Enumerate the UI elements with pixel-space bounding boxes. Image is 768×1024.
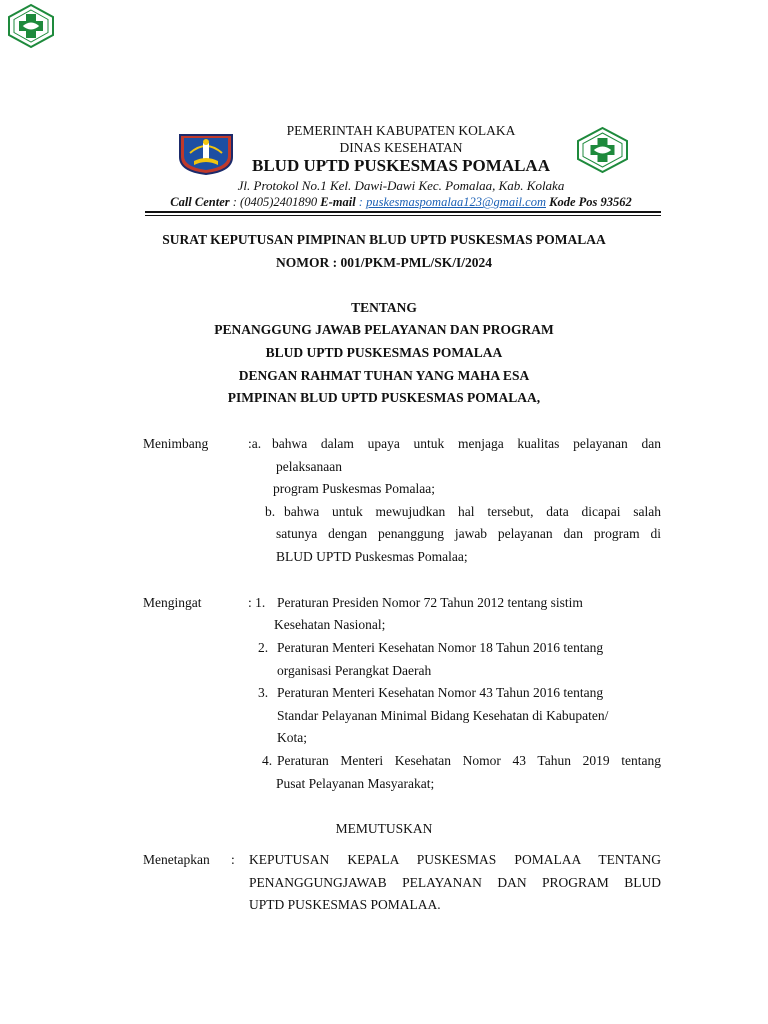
menimbang-b-line3: BLUD UPTD Puskesmas Pomalaa;	[276, 549, 468, 564]
menimbang-b-line2: satunya dengan penanggung jawab pelayanan dan program di	[276, 526, 661, 541]
mengingat-4-line1: Peraturan Menteri Kesehatan Nomor 43 Tahun 2019 tentang	[277, 753, 661, 768]
tentang-label: TENTANG	[351, 300, 417, 315]
mengingat-1-line2: Kesehatan Nasional;	[274, 617, 386, 632]
menetapkan-line1: KEPUTUSAN KEPALA PUSKESMAS POMALAA TENTANG	[249, 852, 661, 867]
tentang-line-3: DENGAN RAHMAT TUHAN YANG MAHA ESA	[238, 368, 530, 383]
call-center-label: Call Center	[170, 195, 230, 209]
header-contact	[17, 195, 768, 210]
decree-title: SURAT KEPUTUSAN PIMPINAN BLUD UPTD PUSKESMAS POMALAA	[162, 232, 606, 247]
header-government: PEMERINTAH KABUPATEN KOLAKA	[286, 123, 516, 138]
mengingat-3-line2: Standar Pelayanan Minimal Bidang Kesehatan di Kabupaten/	[277, 708, 609, 723]
menetapkan-line3: UPTD PUSKESMAS POMALAA.	[249, 897, 441, 912]
mengingat-1-prefix: : 1.	[248, 595, 266, 610]
mengingat-2-line1: Peraturan Menteri Kesehatan Nomor 18 Tahun 2016 tentang	[277, 640, 604, 655]
mengingat-3-prefix: 3.	[258, 685, 269, 700]
call-center-value: : (0405)2401890	[229, 195, 321, 209]
mengingat-2-prefix: 2.	[258, 640, 269, 655]
email-link[interactable]: puskesmaspomalaa123@gmail.com	[366, 195, 546, 209]
decree-number: NOMOR : 001/PKM-PML/SK/I/2024	[276, 255, 492, 270]
memutuskan-heading: MEMUTUSKAN	[335, 821, 433, 836]
mengingat-4-line2: Pusat Pelayanan Masyarakat;	[276, 776, 435, 791]
tentang-line-4: PIMPINAN BLUD UPTD PUSKESMAS POMALAA,	[227, 390, 541, 405]
menimbang-a-line3: program Puskesmas Pomalaa;	[273, 481, 435, 496]
mengingat-4-prefix: 4.	[262, 753, 273, 768]
menetapkan-colon: :	[231, 852, 235, 867]
menetapkan-label: Menetapkan	[143, 852, 210, 867]
header-department: DINAS KESEHATAN	[339, 140, 463, 155]
header-rule-thin	[145, 215, 661, 216]
mengingat-3-line3: Kota;	[277, 730, 307, 745]
mengingat-3-line1: Peraturan Menteri Kesehatan Nomor 43 Tahun 2016 tentang	[277, 685, 604, 700]
email-separator: :	[355, 195, 367, 209]
menimbang-b-line1: bahwa untuk mewujudkan hal tersebut, data dicapai salah	[284, 504, 661, 519]
mengingat-2-line2: organisasi Perangkat Daerah	[277, 663, 432, 678]
tentang-line-2: BLUD UPTD PUSKESMAS POMALAA	[265, 345, 503, 360]
tentang-line-1: PENANGGUNG JAWAB PELAYANAN DAN PROGRAM	[214, 322, 554, 337]
mengingat-label: Mengingat	[143, 595, 202, 610]
menimbang-b-prefix: b.	[265, 504, 276, 519]
menimbang-a-prefix: :a.	[248, 436, 262, 451]
email-label: E-mail	[320, 195, 356, 209]
puskesmas-logo-icon	[6, 3, 56, 49]
mengingat-1-line1: Peraturan Presiden Nomor 72 Tahun 2012 tentang sistim	[277, 595, 583, 610]
header-institution: BLUD UPTD PUSKESMAS POMALAA	[252, 156, 550, 175]
menimbang-a-line1: bahwa dalam upaya untuk menjaga kualitas pelayanan dan	[272, 436, 661, 451]
menetapkan-line2: PENANGGUNGJAWAB PELAYANAN DAN PROGRAM BLUD	[249, 875, 661, 890]
header-address: Jl. Protokol No.1 Kel. Dawi-Dawi Kec. Pomalaa, Kab. Kolaka	[237, 178, 565, 193]
header-rule-thick	[145, 211, 661, 213]
menimbang-a-line2: pelaksanaan	[276, 459, 342, 474]
menimbang-label: Menimbang	[143, 436, 209, 451]
postal-code: Kode Pos 93562	[545, 195, 632, 209]
